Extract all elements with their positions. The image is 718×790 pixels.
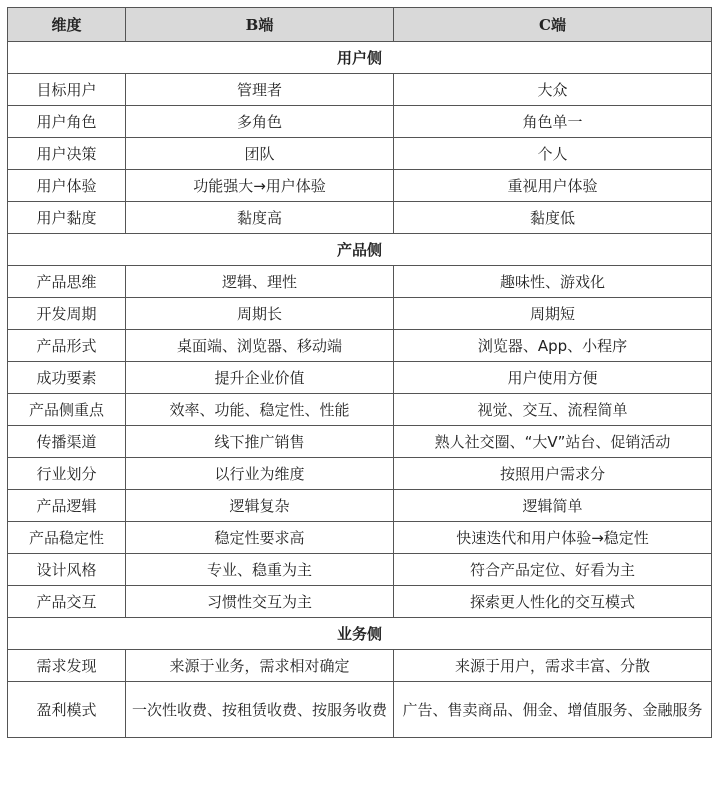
dimension-cell: 用户黏度 — [8, 202, 126, 234]
b-end-cell: 逻辑、理性 — [126, 266, 394, 298]
table-row — [8, 554, 712, 586]
table-row — [8, 586, 712, 618]
b-end-cell: 团队 — [126, 138, 394, 170]
b-end-cell: 一次性收费、按租赁收费、按服务收费 — [126, 682, 394, 738]
b-end-cell: 黏度高 — [126, 202, 394, 234]
header-dimension: 维度 — [8, 8, 126, 42]
table-row — [8, 106, 712, 138]
b-end-cell: 桌面端、浏览器、移动端 — [126, 330, 394, 362]
dimension-cell: 产品交互 — [8, 586, 126, 618]
section-row — [8, 42, 712, 74]
dimension-cell: 产品思维 — [8, 266, 126, 298]
header-row — [8, 8, 712, 42]
dimension-cell: 设计风格 — [8, 554, 126, 586]
table-row — [8, 202, 712, 234]
b-end-cell: 以行业为维度 — [126, 458, 394, 490]
c-end-cell: 大众 — [394, 74, 712, 106]
dimension-cell: 开发周期 — [8, 298, 126, 330]
comparison-table — [7, 7, 712, 738]
c-end-cell: 用户使用方便 — [394, 362, 712, 394]
c-end-cell: 个人 — [394, 138, 712, 170]
table-row — [8, 522, 712, 554]
table-row — [8, 298, 712, 330]
table-row — [8, 138, 712, 170]
b-end-cell: 专业、稳重为主 — [126, 554, 394, 586]
b-end-cell: 功能强大→用户体验 — [126, 170, 394, 202]
dimension-cell: 盈利模式 — [8, 682, 126, 738]
b-end-cell: 线下推广销售 — [126, 426, 394, 458]
b-end-cell: 多角色 — [126, 106, 394, 138]
c-end-cell: 重视用户体验 — [394, 170, 712, 202]
c-end-cell: 探索更人性化的交互模式 — [394, 586, 712, 618]
dimension-cell: 目标用户 — [8, 74, 126, 106]
b-end-cell: 来源于业务，需求相对确定 — [126, 650, 394, 682]
table-row — [8, 458, 712, 490]
section-title: 业务侧 — [8, 618, 712, 650]
c-end-cell: 视觉、交互、流程简单 — [394, 394, 712, 426]
table-row — [8, 682, 712, 738]
table-row — [8, 266, 712, 298]
header-c-end: C端 — [394, 8, 712, 42]
dimension-cell: 用户体验 — [8, 170, 126, 202]
dimension-cell: 成功要素 — [8, 362, 126, 394]
table-row — [8, 362, 712, 394]
b-end-cell: 习惯性交互为主 — [126, 586, 394, 618]
table-row — [8, 394, 712, 426]
c-end-cell: 快速迭代和用户体验→稳定性 — [394, 522, 712, 554]
b-end-cell: 周期长 — [126, 298, 394, 330]
section-title: 用户侧 — [8, 42, 712, 74]
b-end-cell: 管理者 — [126, 74, 394, 106]
b-end-cell: 效率、功能、稳定性、性能 — [126, 394, 394, 426]
dimension-cell: 产品逻辑 — [8, 490, 126, 522]
b-end-cell: 稳定性要求高 — [126, 522, 394, 554]
dimension-cell: 行业划分 — [8, 458, 126, 490]
dimension-cell: 产品形式 — [8, 330, 126, 362]
c-end-cell: 符合产品定位、好看为主 — [394, 554, 712, 586]
header-b-end: B端 — [126, 8, 394, 42]
dimension-cell: 用户决策 — [8, 138, 126, 170]
table-row — [8, 426, 712, 458]
dimension-cell: 产品稳定性 — [8, 522, 126, 554]
dimension-cell: 用户角色 — [8, 106, 126, 138]
table-row — [8, 490, 712, 522]
section-row — [8, 618, 712, 650]
table-row — [8, 650, 712, 682]
c-end-cell: 按照用户需求分 — [394, 458, 712, 490]
c-end-cell: 趣味性、游戏化 — [394, 266, 712, 298]
c-end-cell: 周期短 — [394, 298, 712, 330]
table-row — [8, 330, 712, 362]
section-title: 产品侧 — [8, 234, 712, 266]
c-end-cell: 熟人社交圈、“大V”站台、促销活动 — [394, 426, 712, 458]
c-end-cell: 逻辑简单 — [394, 490, 712, 522]
section-row — [8, 234, 712, 266]
c-end-cell: 角色单一 — [394, 106, 712, 138]
dimension-cell: 传播渠道 — [8, 426, 126, 458]
table-row — [8, 170, 712, 202]
c-end-cell: 来源于用户，需求丰富、分散 — [394, 650, 712, 682]
c-end-cell: 广告、售卖商品、佣金、增值服务、金融服务 — [394, 682, 712, 738]
dimension-cell: 产品侧重点 — [8, 394, 126, 426]
c-end-cell: 黏度低 — [394, 202, 712, 234]
table-row — [8, 74, 712, 106]
b-end-cell: 逻辑复杂 — [126, 490, 394, 522]
c-end-cell: 浏览器、App、小程序 — [394, 330, 712, 362]
dimension-cell: 需求发现 — [8, 650, 126, 682]
b-end-cell: 提升企业价值 — [126, 362, 394, 394]
